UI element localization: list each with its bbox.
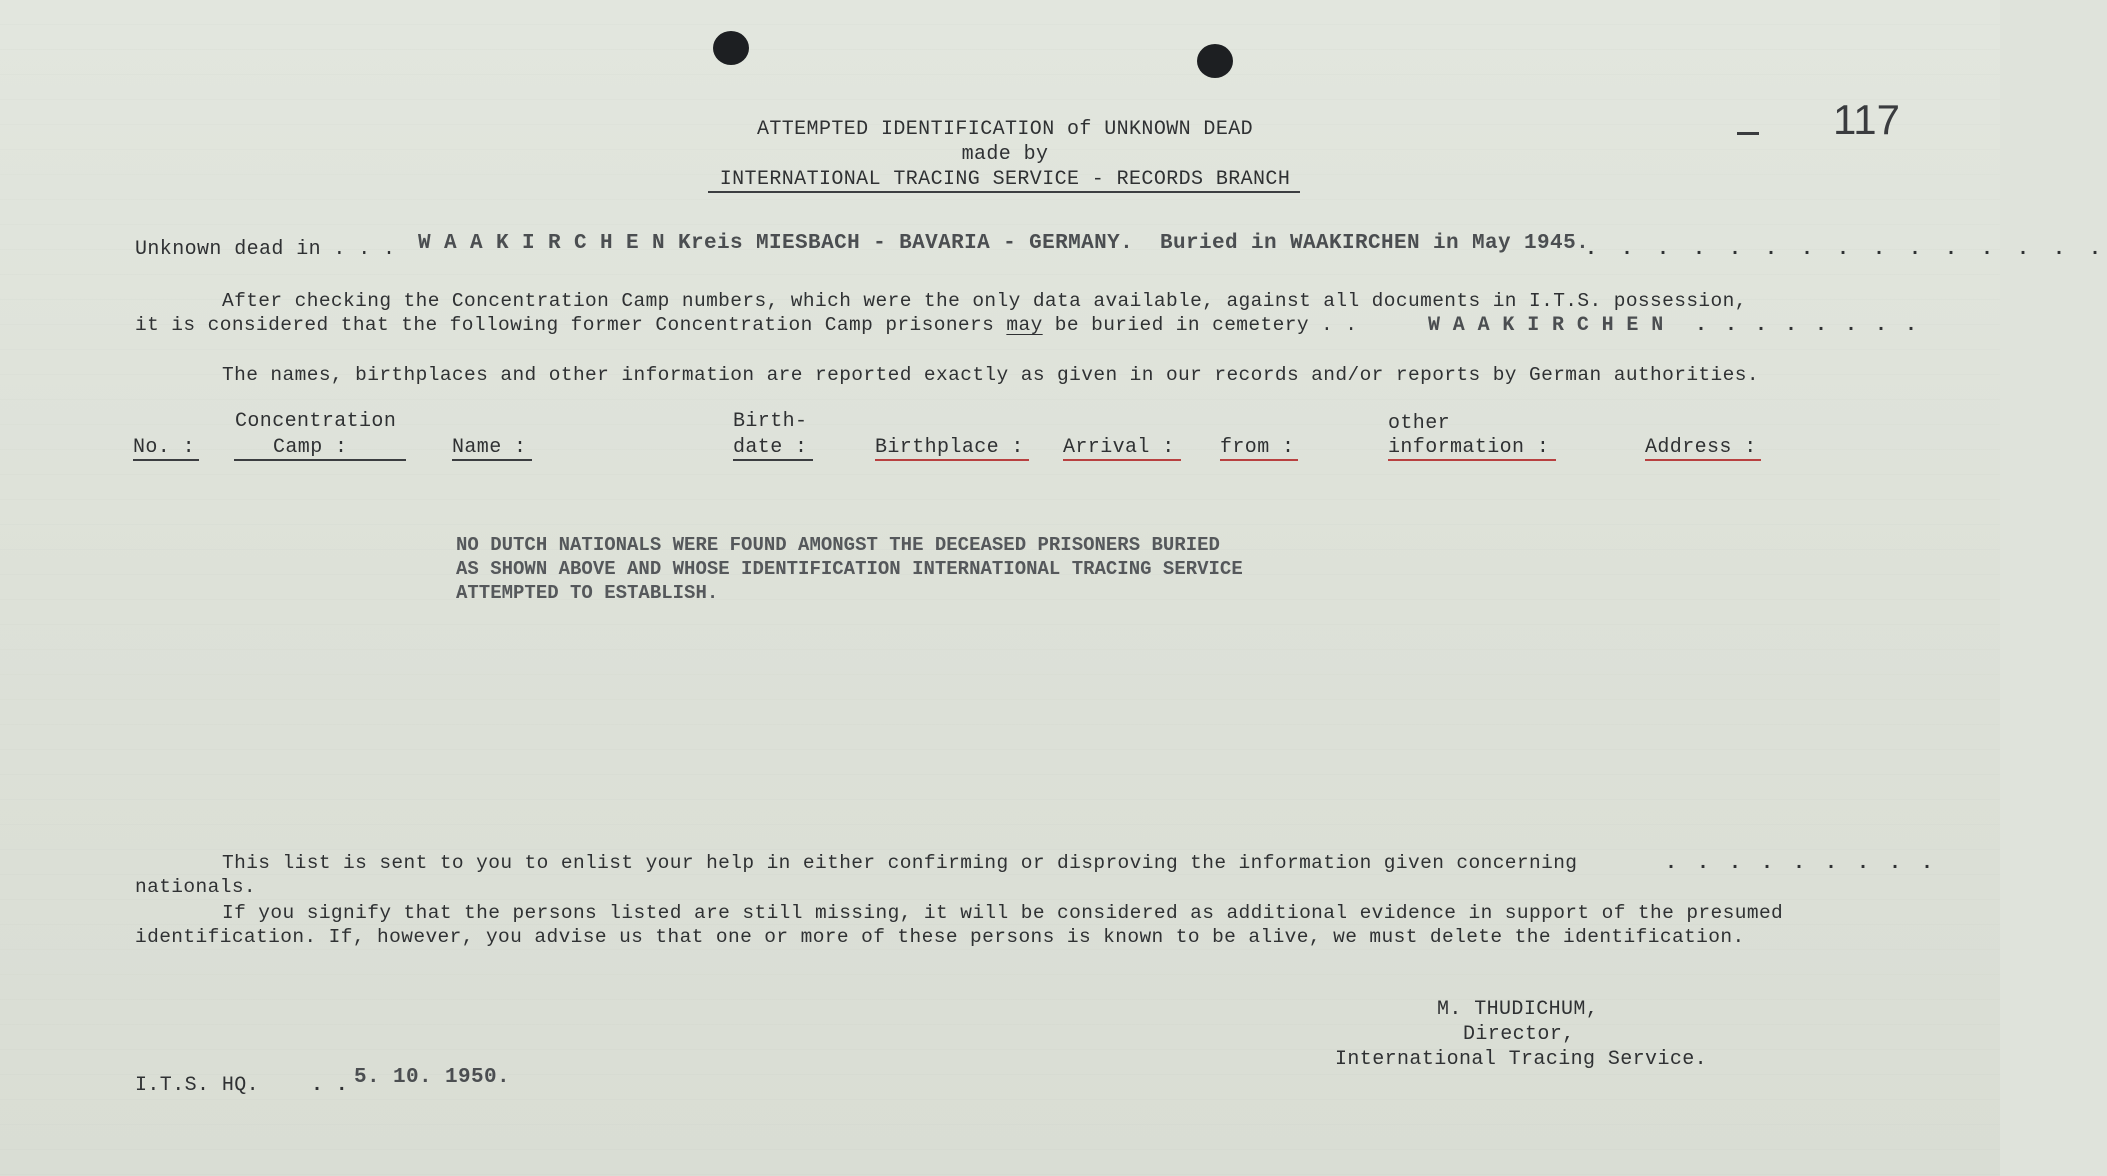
col-name-underline	[452, 459, 532, 461]
notice-line-2: AS SHOWN ABOVE AND WHOSE IDENTIFICATION INTERNATIONAL TRACING SERVICE	[456, 558, 1243, 580]
col-arrival-underline	[1063, 459, 1181, 461]
col-birthplace: Birthplace :	[875, 436, 1024, 459]
col-other-underline	[1388, 459, 1556, 461]
signatory-name: M. THUDICHUM,	[1437, 998, 1599, 1021]
col-other-bottom: information :	[1388, 436, 1550, 459]
col-other-top: other	[1388, 412, 1451, 435]
header-line-2: made by	[961, 143, 1049, 166]
cemetery-name: W A A K I R C H E N	[1428, 314, 1664, 337]
col-birthdate-bottom: date :	[733, 436, 808, 459]
unknown-dead-location: W A A K I R C H E N Kreis MIESBACH - BAVARIA - GERMANY.	[418, 232, 1134, 255]
punch-hole-right	[1197, 44, 1233, 78]
col-arrival: Arrival :	[1063, 436, 1175, 459]
notice-line-3: ATTEMPTED TO ESTABLISH.	[456, 582, 719, 604]
burial-info: Buried in WAAKIRCHEN in May 1945.	[1160, 232, 1590, 255]
para3-dots: . . . . . . . . .	[1665, 852, 1938, 875]
header-line-3: INTERNATIONAL TRACING SERVICE - RECORDS BRANCH	[719, 168, 1291, 191]
col-birthdate-underline	[733, 459, 813, 461]
para1-dots: . . . . . . . .	[1695, 314, 1921, 337]
signatory-org: International Tracing Service.	[1335, 1048, 1708, 1071]
col-no: No. :	[133, 436, 196, 459]
col-birthdate-top: Birth-	[733, 410, 808, 433]
para1-line2: it is considered that the following former Concentration Camp prisoners may be buried in cemetery . .	[135, 314, 1358, 336]
signatory-title: Director,	[1463, 1023, 1575, 1046]
para2: The names, birthplaces and other information are reported exactly as given in our records and/or reports by German authorities.	[222, 364, 1759, 386]
footer-label: I.T.S. HQ.	[135, 1074, 260, 1097]
notice-line-1: NO DUTCH NATIONALS WERE FOUND AMONGST THE DECEASED PRISONERS BURIED	[456, 534, 1220, 556]
para4-line1: If you signify that the persons listed are still missing, it will be considered as additional evidence in support of the presumed	[222, 902, 1784, 924]
unknown-dead-dots: . . . . . . . . . . . . . . .	[1585, 238, 2107, 261]
col-no-underline	[133, 459, 199, 461]
col-birthplace-underline	[875, 459, 1029, 461]
para3-line1: This list is sent to you to enlist your help in either confirming or disproving the information given concerning	[222, 852, 1578, 874]
col-camp-top: Concentration	[235, 410, 397, 433]
unknown-dead-label: Unknown dead in . . .	[135, 238, 396, 261]
header-line-1: ATTEMPTED IDENTIFICATION of UNKNOWN DEAD	[756, 118, 1254, 141]
col-from-underline	[1220, 459, 1298, 461]
col-address: Address :	[1645, 436, 1757, 459]
punch-hole-left	[713, 31, 749, 65]
col-name: Name :	[452, 436, 527, 459]
col-address-underline	[1645, 459, 1761, 461]
footer-date: 5. 10. 1950.	[354, 1066, 511, 1089]
col-camp-underline	[234, 459, 406, 461]
col-camp-bottom: Camp :	[273, 436, 348, 459]
para3-line2: nationals.	[135, 876, 257, 898]
header-underline	[708, 191, 1300, 193]
footer-date-prefix: . .	[311, 1074, 349, 1097]
para4-line2: identification. If, however, you advise us that one or more of these persons is known to be alive, we must delete the identification.	[135, 926, 1745, 948]
page-mark	[1737, 132, 1759, 135]
page-number: 117	[1833, 96, 1900, 143]
col-from: from :	[1220, 436, 1295, 459]
para1-line1: After checking the Concentration Camp numbers, which were the only data available, against all documents in I.T.S. possession,	[222, 290, 1747, 312]
